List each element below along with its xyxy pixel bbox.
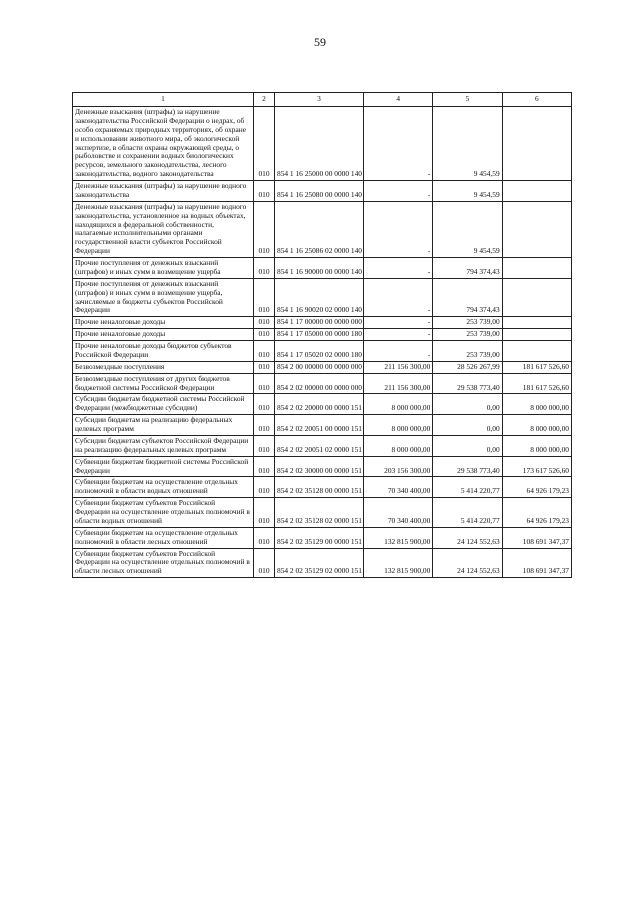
approved-amount-cell: 70 340 400,00 <box>364 477 433 498</box>
admin-code-cell: 010 <box>254 415 275 436</box>
approved-amount-cell: 211 156 300,00 <box>364 361 433 373</box>
table-row <box>73 373 572 394</box>
remaining-amount-cell: 173 617 526,60 <box>502 456 571 477</box>
admin-code-cell: 010 <box>254 181 275 202</box>
executed-amount-cell: 253 739,00 <box>433 329 502 341</box>
approved-amount-cell: 132 815 900,00 <box>364 548 433 578</box>
executed-amount-cell: 0,00 <box>433 415 502 436</box>
budget-code-cell: 854 2 02 35129 00 0000 151 <box>275 527 364 548</box>
admin-code-cell: 010 <box>254 477 275 498</box>
admin-code-cell: 010 <box>254 361 275 373</box>
table-row <box>73 394 572 415</box>
column-header-5: 5 <box>433 93 502 107</box>
row-name-cell: Субсидии бюджетам субъектов Российской Федерации на реализацию федеральных целевых программ <box>73 435 254 456</box>
admin-code-cell: 010 <box>254 394 275 415</box>
budget-code-cell: 854 1 17 05000 00 0000 180 <box>275 329 364 341</box>
admin-code-cell: 010 <box>254 107 275 181</box>
table-row <box>73 456 572 477</box>
budget-code-cell: 854 2 02 20051 02 0000 151 <box>275 435 364 456</box>
row-name-cell: Субвенции бюджетам на осуществление отдельных полномочий в области водных отношений <box>73 477 254 498</box>
approved-amount-cell: - <box>364 201 433 257</box>
approved-amount-cell: 8 000 000,00 <box>364 415 433 436</box>
row-name-cell: Денежные взыскания (штрафы) за нарушение законодательства Российской Федерации о недрах, об особо охраняемых природных территориях, об охране и использовании животного мира, об экологической экспертизе, в области охраны окружающей среды, о рыболовстве и сохранении водных биологических ресурсов, земельного законодательства, лесного законодательства, водного законодательства <box>73 107 254 181</box>
budget-code-cell: 854 2 00 00000 00 0000 000 <box>275 361 364 373</box>
budget-code-cell: 854 2 02 35129 02 0000 151 <box>275 548 364 578</box>
table-row <box>73 498 572 528</box>
remaining-amount-cell: 8 000 000,00 <box>502 415 571 436</box>
remaining-amount-cell: 108 691 347,37 <box>502 548 571 578</box>
executed-amount-cell: 253 739,00 <box>433 317 502 329</box>
row-name-cell: Субвенции бюджетам бюджетной системы Российской Федерации <box>73 456 254 477</box>
row-name-cell: Субсидии бюджетам бюджетной системы Российской Федерации (межбюджетные субсидии) <box>73 394 254 415</box>
approved-amount-cell: 211 156 300,00 <box>364 373 433 394</box>
row-name-cell: Прочие поступления от денежных взысканий (штрафов) и иных сумм в возмещение ущерба <box>73 258 254 279</box>
row-name-cell: Прочие неналоговые доходы бюджетов субъектов Российской Федерации <box>73 341 254 362</box>
table-row <box>73 278 572 317</box>
table-row <box>73 181 572 202</box>
table-row <box>73 435 572 456</box>
budget-revenue-table <box>72 92 572 578</box>
page-number: 59 <box>314 35 326 49</box>
budget-code-cell: 854 1 16 25080 00 0000 140 <box>275 181 364 202</box>
budget-code-cell: 854 1 16 90020 02 0000 140 <box>275 278 364 317</box>
row-name-cell: Денежные взыскания (штрафы) за нарушение водного законодательства <box>73 181 254 202</box>
remaining-amount-cell <box>502 278 571 317</box>
row-name-cell: Субвенции бюджетам на осуществление отдельных полномочий в области лесных отношений <box>73 527 254 548</box>
row-name-cell: Субсидии бюджетам на реализацию федеральных целевых программ <box>73 415 254 436</box>
column-header-4: 4 <box>364 93 433 107</box>
remaining-amount-cell <box>502 329 571 341</box>
remaining-amount-cell: 64 926 179,23 <box>502 477 571 498</box>
table-row <box>73 415 572 436</box>
remaining-amount-cell: 181 617 526,60 <box>502 361 571 373</box>
table-row <box>73 317 572 329</box>
executed-amount-cell: 29 538 773,40 <box>433 456 502 477</box>
admin-code-cell: 010 <box>254 278 275 317</box>
budget-code-cell: 854 1 16 25086 02 0000 140 <box>275 201 364 257</box>
remaining-amount-cell: 64 926 179,23 <box>502 498 571 528</box>
executed-amount-cell: 0,00 <box>433 394 502 415</box>
row-name-cell: Денежные взыскания (штрафы) за нарушение водного законодательства, установленное на водных объектах, находящихся в федеральной собственности, налагаемые исполнительными органами государственной власти субъектов Российской Федерации <box>73 201 254 257</box>
remaining-amount-cell: 181 617 526,60 <box>502 373 571 394</box>
column-header-2: 2 <box>254 93 275 107</box>
admin-code-cell: 010 <box>254 498 275 528</box>
table-row <box>73 477 572 498</box>
row-name-cell: Субвенции бюджетам субъектов Российской Федерации на осуществление отдельных полномочий в области лесных отношений <box>73 548 254 578</box>
approved-amount-cell: - <box>364 329 433 341</box>
approved-amount-cell: - <box>364 107 433 181</box>
budget-code-cell: 854 1 16 90000 00 0000 140 <box>275 258 364 279</box>
admin-code-cell: 010 <box>254 456 275 477</box>
executed-amount-cell: 29 538 773,40 <box>433 373 502 394</box>
admin-code-cell: 010 <box>254 373 275 394</box>
row-name-cell: Субвенции бюджетам субъектов Российской Федерации на осуществление отдельных полномочий в области водных отношений <box>73 498 254 528</box>
budget-code-cell: 854 1 17 00000 00 0000 000 <box>275 317 364 329</box>
table-row <box>73 201 572 257</box>
table-row <box>73 361 572 373</box>
admin-code-cell: 010 <box>254 201 275 257</box>
admin-code-cell: 010 <box>254 527 275 548</box>
column-header-6: 6 <box>502 93 571 107</box>
approved-amount-cell: - <box>364 317 433 329</box>
executed-amount-cell: 5 414 220,77 <box>433 498 502 528</box>
row-name-cell: Безвозмездные поступления от других бюджетов бюджетной системы Российской Федерации <box>73 373 254 394</box>
table-row <box>73 548 572 578</box>
executed-amount-cell: 24 124 552,63 <box>433 527 502 548</box>
budget-code-cell: 854 1 16 25000 00 0000 140 <box>275 107 364 181</box>
executed-amount-cell: 28 526 267,99 <box>433 361 502 373</box>
approved-amount-cell: 203 156 300,00 <box>364 456 433 477</box>
approved-amount-cell: - <box>364 341 433 362</box>
budget-code-cell: 854 2 02 35128 02 0000 151 <box>275 498 364 528</box>
remaining-amount-cell <box>502 201 571 257</box>
budget-code-cell: 854 2 02 20051 00 0000 151 <box>275 415 364 436</box>
admin-code-cell: 010 <box>254 317 275 329</box>
budget-code-cell: 854 1 17 05020 02 0000 180 <box>275 341 364 362</box>
executed-amount-cell: 9 454,59 <box>433 181 502 202</box>
budget-code-cell: 854 2 02 30000 00 0000 151 <box>275 456 364 477</box>
approved-amount-cell: 70 340 400,00 <box>364 498 433 528</box>
executed-amount-cell: 9 454,59 <box>433 107 502 181</box>
remaining-amount-cell <box>502 317 571 329</box>
executed-amount-cell: 24 124 552,63 <box>433 548 502 578</box>
remaining-amount-cell: 8 000 000,00 <box>502 394 571 415</box>
table-row <box>73 329 572 341</box>
approved-amount-cell: 8 000 000,00 <box>364 394 433 415</box>
table-row <box>73 258 572 279</box>
executed-amount-cell: 794 374,43 <box>433 278 502 317</box>
remaining-amount-cell <box>502 258 571 279</box>
admin-code-cell: 010 <box>254 258 275 279</box>
remaining-amount-cell <box>502 107 571 181</box>
executed-amount-cell: 253 739,00 <box>433 341 502 362</box>
executed-amount-cell: 5 414 220,77 <box>433 477 502 498</box>
admin-code-cell: 010 <box>254 329 275 341</box>
executed-amount-cell: 9 454,59 <box>433 201 502 257</box>
remaining-amount-cell <box>502 341 571 362</box>
row-name-cell: Прочие поступления от денежных взысканий (штрафов) и иных сумм в возмещение ущерба, зачисляемые в бюджеты субъектов Российской Федерации <box>73 278 254 317</box>
approved-amount-cell: - <box>364 278 433 317</box>
admin-code-cell: 010 <box>254 435 275 456</box>
column-header-row <box>73 93 572 107</box>
column-header-3: 3 <box>275 93 364 107</box>
row-name-cell: Прочие неналоговые доходы <box>73 329 254 341</box>
row-name-cell: Безвозмездные поступления <box>73 361 254 373</box>
remaining-amount-cell: 108 691 347,37 <box>502 527 571 548</box>
admin-code-cell: 010 <box>254 341 275 362</box>
executed-amount-cell: 794 374,43 <box>433 258 502 279</box>
approved-amount-cell: - <box>364 181 433 202</box>
admin-code-cell: 010 <box>254 548 275 578</box>
approved-amount-cell: 8 000 000,00 <box>364 435 433 456</box>
table-row <box>73 341 572 362</box>
budget-code-cell: 854 2 02 20000 00 0000 151 <box>275 394 364 415</box>
table-row <box>73 527 572 548</box>
budget-code-cell: 854 2 02 00000 00 0000 000 <box>275 373 364 394</box>
executed-amount-cell: 0,00 <box>433 435 502 456</box>
approved-amount-cell: - <box>364 258 433 279</box>
column-header-1: 1 <box>73 93 254 107</box>
remaining-amount-cell <box>502 181 571 202</box>
remaining-amount-cell: 8 000 000,00 <box>502 435 571 456</box>
approved-amount-cell: 132 815 900,00 <box>364 527 433 548</box>
table-row <box>73 107 572 181</box>
budget-code-cell: 854 2 02 35128 00 0000 151 <box>275 477 364 498</box>
row-name-cell: Прочие неналоговые доходы <box>73 317 254 329</box>
